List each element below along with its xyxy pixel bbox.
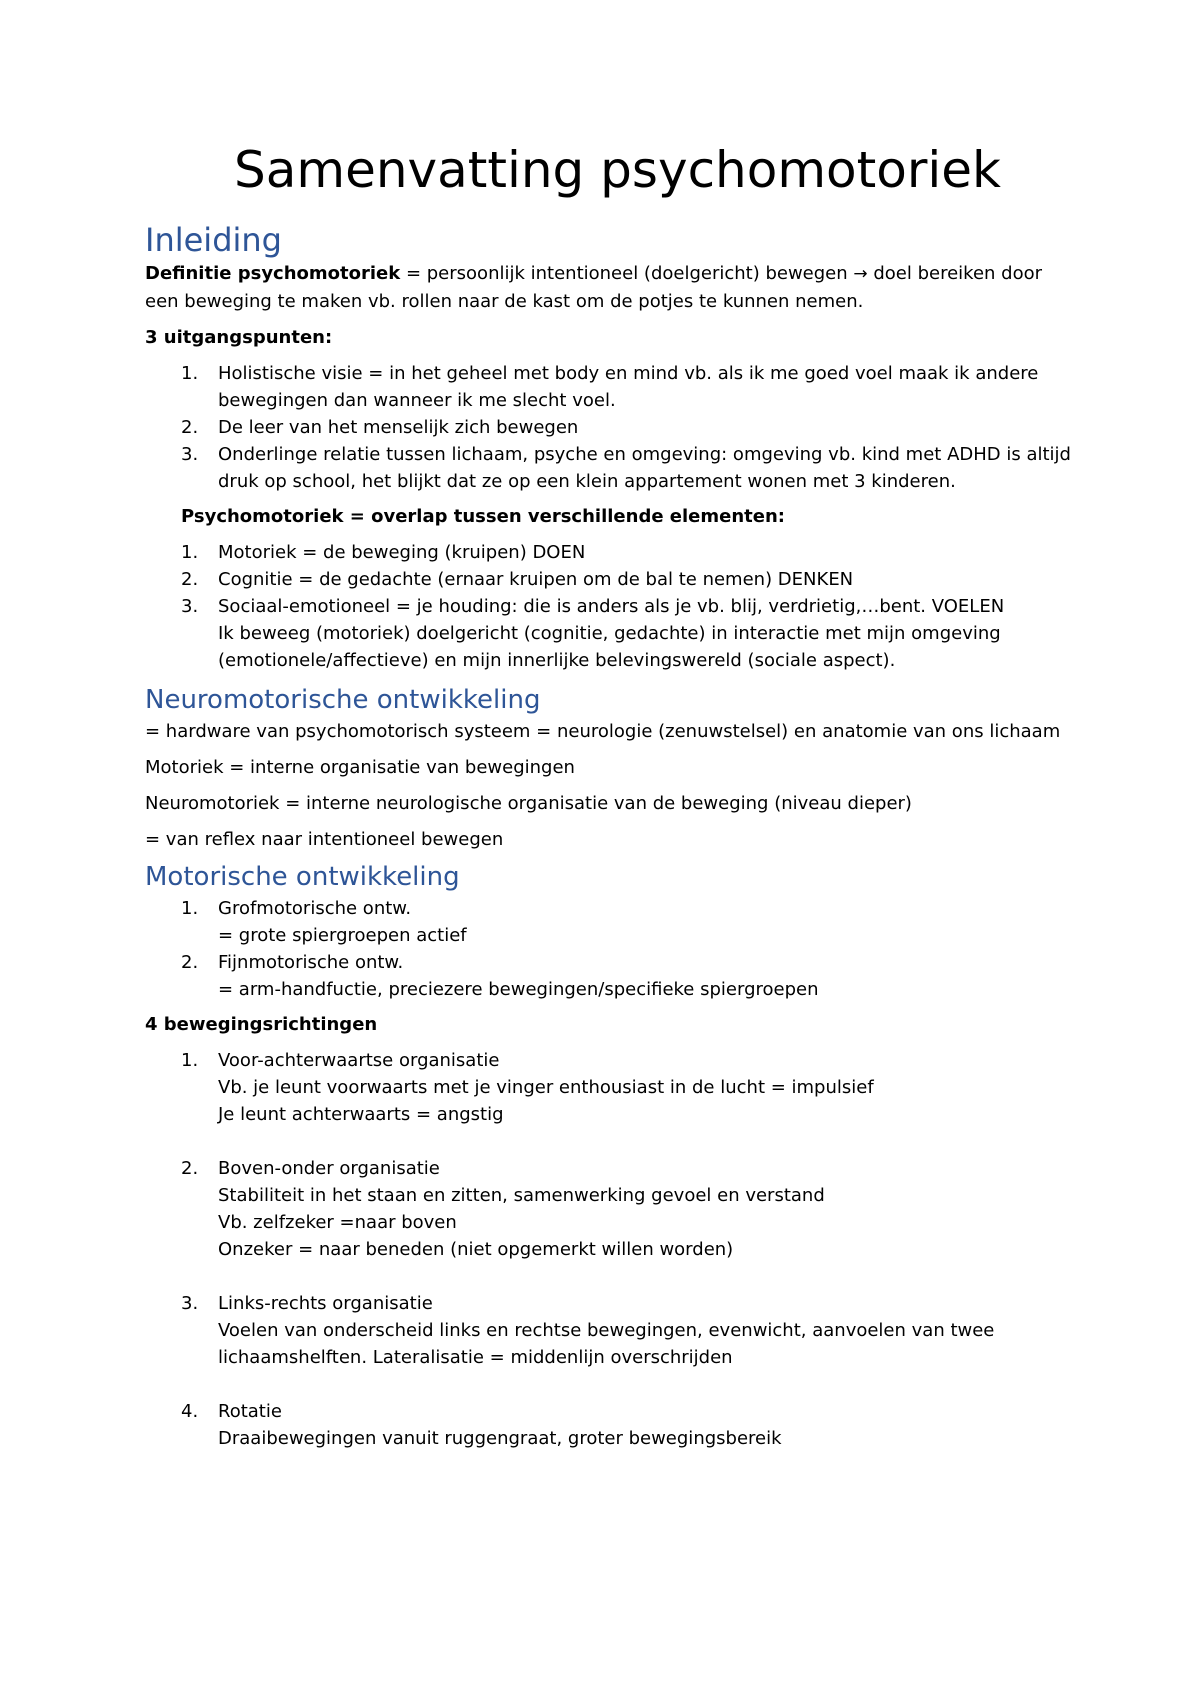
list-item [145,895,1080,949]
list-number: 3. [181,444,199,465]
list-number: 2. [181,1158,199,1179]
overlap-label-text: Psychomotoriek = overlap tussen verschillende elementen: [181,506,785,527]
uitgangspunten-label [145,324,1080,351]
definitie-paragraph [145,260,1080,315]
definitie-term: Definitie psychomotoriek [145,263,401,284]
list-item-title: Grofmotorische ontw. [218,898,412,919]
list-item-text: Holistische visie = in het geheel met body en mind vb. als ik me goed voel maak ik andere bewegingen dan wanneer ik me slecht voel. [218,363,1039,411]
list-item-line: Vb. zelfzeker =naar boven [218,1212,457,1233]
definitie-text-a: = persoonlijk intentioneel (doelgericht) bewegen [400,263,854,284]
list-item [145,360,1080,414]
list-item [145,566,1080,593]
list-item-text: De leer van het menselijk zich bewegen [218,417,579,438]
neuro-line: Motoriek = interne organisatie van bewegingen [145,757,575,778]
list-item [145,593,1080,674]
heading-motorische: Motorische ontwikkeling [145,862,460,892]
list-number: 2. [181,569,199,590]
list-number: 2. [181,417,199,438]
definitie-text-b: doel bereiken door een beweging te maken vb. rollen naar de kast om de potjes te kunnen nemen. [145,263,1043,312]
uitgangspunten-label-text: 3 uitgangspunten: [145,327,333,348]
list-item-line: = grote spiergroepen actief [218,925,467,946]
list-item [145,441,1080,495]
list-number: 2. [181,952,199,973]
list-item-line: = arm-handfuctie, preciezere bewegingen/specifieke spiergroepen [218,979,819,1000]
list-item-line: Draaibewegingen vanuit ruggengraat, groter bewegingsbereik [218,1428,782,1449]
list-item-title: Rotatie [218,1401,282,1422]
arrow-right-icon: → [853,264,868,284]
list-number: 1. [181,542,199,563]
neuro-line: Neuromotoriek = interne neurologische organisatie van de beweging (niveau dieper) [145,793,912,814]
list-item-text: Sociaal-emotioneel = je houding: die is anders als je vb. blij, verdrietig,…bent. VOELEN [218,596,1005,617]
list-item [145,1047,1080,1128]
list-item-text: Motoriek = de beweging (kruipen) DOEN [218,542,586,563]
list-item-text: Cognitie = de gedachte (ernaar kruipen om de bal te nemen) DENKEN [218,569,854,590]
list-item-title: Fijnmotorische ontw. [218,952,404,973]
heading-neuromotorische: Neuromotorische ontwikkeling [145,685,541,715]
list-item [145,949,1080,1003]
list-item-extra: Ik beweeg (motoriek) doelgericht (cognitie, gedachte) in interactie met mijn omgeving (emotionele/affectieve) en mijn innerlijke belevingswereld (sociale aspect). [218,623,1001,671]
heading-inleiding: Inleiding [145,221,282,259]
list-item-text: Onderlinge relatie tussen lichaam, psyche en omgeving: omgeving vb. kind met ADHD is altijd druk op school, het blijkt dat ze op een klein appartement wonen met 3 kinderen. [218,444,1071,492]
list-number: 1. [181,898,199,919]
list-item-line: Voelen van onderscheid links en rechtse bewegingen, evenwicht, aanvoelen van twee lichaamshelften. Lateralisatie = middenlijn overschrijden [218,1320,995,1368]
list-item [145,539,1080,566]
document-title: Samenvatting psychomotoriek [234,141,1001,199]
list-number: 3. [181,596,199,617]
list-number: 4. [181,1401,199,1422]
elementen-list [145,539,1080,674]
list-number: 3. [181,1293,199,1314]
uitgangspunten-list [145,360,1080,495]
list-item [145,1155,1080,1263]
list-item-line: Onzeker = naar beneden (niet opgemerkt willen worden) [218,1239,734,1260]
list-item-title: Voor-achterwaartse organisatie [218,1050,500,1071]
list-item-title: Links-rechts organisatie [218,1293,433,1314]
list-item [145,1290,1080,1371]
list-item-line: Stabiliteit in het staan en zitten, samenwerking gevoel en verstand [218,1185,825,1206]
list-number: 1. [181,1050,199,1071]
neuro-line: = hardware van psychomotorisch systeem = neurologie (zenuwstelsel) en anatomie van ons lichaam [145,721,1061,742]
list-item-title: Boven-onder organisatie [218,1158,440,1179]
richtingen-label [145,1011,1080,1038]
list-item-line: Vb. je leunt voorwaarts met je vinger enthousiast in de lucht = impulsief [218,1077,874,1098]
overlap-label [145,503,1080,530]
list-item-line: Je leunt achterwaarts = angstig [218,1104,504,1125]
list-number: 1. [181,363,199,384]
richtingen-list [145,1047,1080,1452]
list-item [145,414,1080,441]
richtingen-label-text: 4 bewegingsrichtingen [145,1014,378,1035]
motorisch-list [145,895,1080,1003]
list-item [145,1398,1080,1452]
neuro-line: = van reflex naar intentioneel bewegen [145,829,504,850]
